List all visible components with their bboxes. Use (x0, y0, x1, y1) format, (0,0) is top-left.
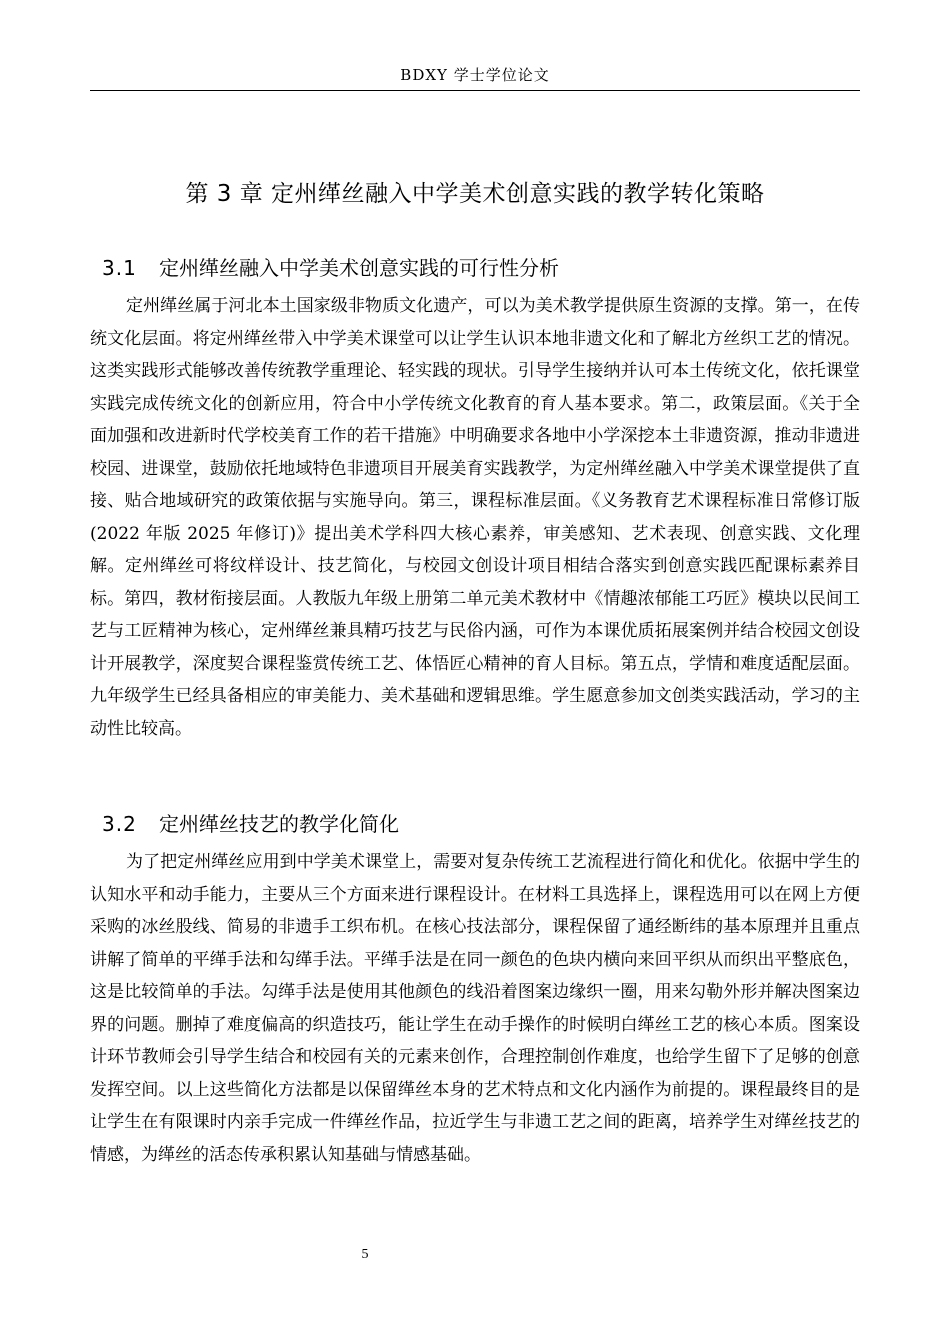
chapter-title: 第 3 章 定州缂丝融入中学美术创意实践的教学转化策略 (185, 181, 765, 207)
section-3-1-paragraph: 定州缂丝属于河北本土国家级非物质文化遗产，可以为美术教学提供原生资源的支撑。第一，在传统文化层面。将定州缂丝带入中学美术课堂可以让学生认识本地非遗文化和了解北方丝织工艺的情况。这类实践形式能够改善传统教学重理论、轻实践的现状。引导学生接纳并认可本土传统文化，依托课堂实践完成传统文化的创新应用，符合中小学传统文化教育的育人基本要求。第二，政策层面。《关于全面加强和改进新时代学校美育工作的若干措施》中明确要求各地中小学深挖本土非遗资源，推动非遗进校园、进课堂，鼓励依托地域特色非遗项目开展美育实践教学，为定州缂丝融入中学美术课堂提供了直接、贴合地域研究的政策依据与实施导向。第三，课程标准层面。《义务教育艺术课程标准日常修订版(2022 年版 2025 年修订)》提出美术学科四大核心素养，审美感知、艺术表现、创意实践、文化理解。定州缂丝可将纹样设计、技艺简化，与校园文创设计项目相结合落实到创意实践匹配课标素养目标。第四，教材衔接层面。人教版九年级上册第二单元美术教材中《情趣浓郁能工巧匠》模块以民间工艺与工匠精神为核心，定州缂丝兼具精巧技艺与民俗内涵，可作为本课优质拓展案例并结合校园文创设计开展教学，深度契合课程鉴赏传统工艺、体悟匠心精神的育人目标。第五点，学情和难度适配层面。九年级学生已经具备相应的审美能力、美术基础和逻辑思维。学生愿意参加文创类实践活动，学习的主动性比较高。 (90, 296, 860, 739)
section-number: 3.2 (102, 812, 137, 836)
section-title: 定州缂丝技艺的教学化简化 (159, 812, 399, 836)
section-heading-3-1 (102, 253, 559, 283)
section-number: 3.1 (102, 256, 137, 280)
page-number: 5 (361, 1247, 369, 1262)
running-header: BDXY 学士学位论文 (400, 66, 550, 84)
section-3-2-paragraph: 为了把定州缂丝应用到中学美术课堂上，需要对复杂传统工艺流程进行简化和优化。依据中学生的认知水平和动手能力，主要从三个方面来进行课程设计。在材料工具选择上，课程选用可以在网上方便采购的冰丝股线、简易的非遗手工织布机。在核心技法部分，课程保留了通经断纬的基本原理并且重点讲解了简单的平缂手法和勾缂手法。平缂手法是在同一颜色的色块内横向来回平织从而织出平整底色，这是比较简单的手法。勾缂手法是使用其他颜色的线沿着图案边缘织一圈，用来勾勒外形并解决图案边界的问题。删掉了难度偏高的织造技巧，能让学生在动手操作的时候明白缂丝工艺的核心本质。图案设计环节教师会引导学生结合和校园有关的元素来创作，合理控制创作难度，也给学生留下了足够的创意发挥空间。以上这些简化方法都是以保留缂丝本身的艺术特点和文化内涵作为前提的。课程最终目的是让学生在有限课时内亲手完成一件缂丝作品，拉近学生与非遗工艺之间的距离，培养学生对缂丝技艺的情感，为缂丝的活态传承积累认知基础与情感基础。 (90, 852, 860, 1165)
section-heading-3-2 (102, 809, 399, 839)
header-divider (90, 90, 860, 91)
section-title: 定州缂丝融入中学美术创意实践的可行性分析 (159, 256, 559, 280)
